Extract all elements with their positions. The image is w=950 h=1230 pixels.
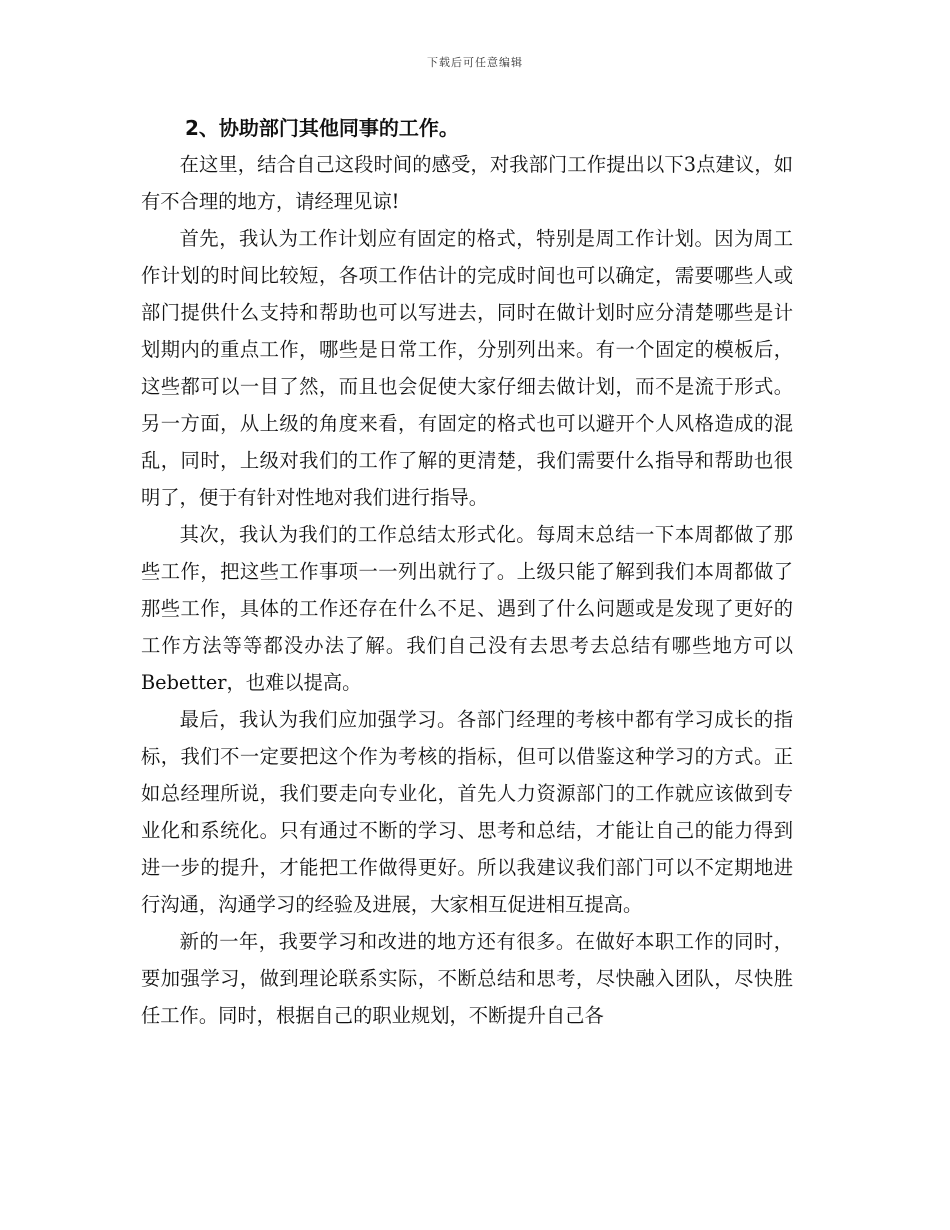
page-header-note: 下载后可任意编辑 [427, 56, 523, 69]
document-body [141, 110, 793, 1034]
paragraph-second-suggestion: 其次，我认为我们的工作总结太形式化。每周末总结一下本周都做了那些工作，把这些工作事项一一列出就行了。上级只能了解到我们本周都做了那些工作，具体的工作还存在什么不足、遇到了什么问题或是发现了更好的工作方法等等都没办法了解。我们自己没有去思考去总结有哪些地方可以Bebetter，也难以提高。 [141, 523, 793, 694]
paragraph-first-suggestion: 首先，我认为工作计划应有固定的格式，特别是周工作计划。因为周工作计划的时间比较短，各项工作估计的完成时间也可以确定，需要哪些人或部门提供什么支持和帮助也可以写进去，同时在做计划时应分清楚哪些是计划期内的重点工作，哪些是日常工作，分别列出来。有一个固定的模板后，这些都可以一目了然，而且也会促使大家仔细去做计划，而不是流于形式。另一方面，从上级的角度来看，有固定的格式也可以避开个人风格造成的混乱，同时，上级对我们的工作了解的更清楚，我们需要什么指导和帮助也很明了，便于有针对性地对我们进行指导。 [141, 227, 793, 509]
paragraph-intro: 在这里，结合自己这段时间的感受，对我部门工作提出以下3点建议，如有不合理的地方，请经理见谅! [141, 153, 793, 213]
section-heading: 2、协助部门其他同事的工作。 [185, 116, 459, 140]
paragraph-new-year: 新的一年，我要学习和改进的地方还有很多。在做好本职工作的同时，要加强学习，做到理论联系实际，不断总结和思考，尽快融入团队，尽快胜任工作。同时，根据自己的职业规划，不断提升自己各 [141, 930, 793, 1027]
paragraph-third-suggestion: 最后，我认为我们应加强学习。各部门经理的考核中都有学习成长的指标，我们不一定要把这个作为考核的指标，但可以借鉴这种学习的方式。正如总经理所说，我们要走向专业化，首先人力资源部门的工作就应该做到专业化和系统化。只有通过不断的学习、思考和总结，才能让自己的能力得到进一步的提升，才能把工作做得更好。所以我建议我们部门可以不定期地进行沟通，沟通学习的经验及进展，大家相互促进相互提高。 [141, 708, 793, 916]
